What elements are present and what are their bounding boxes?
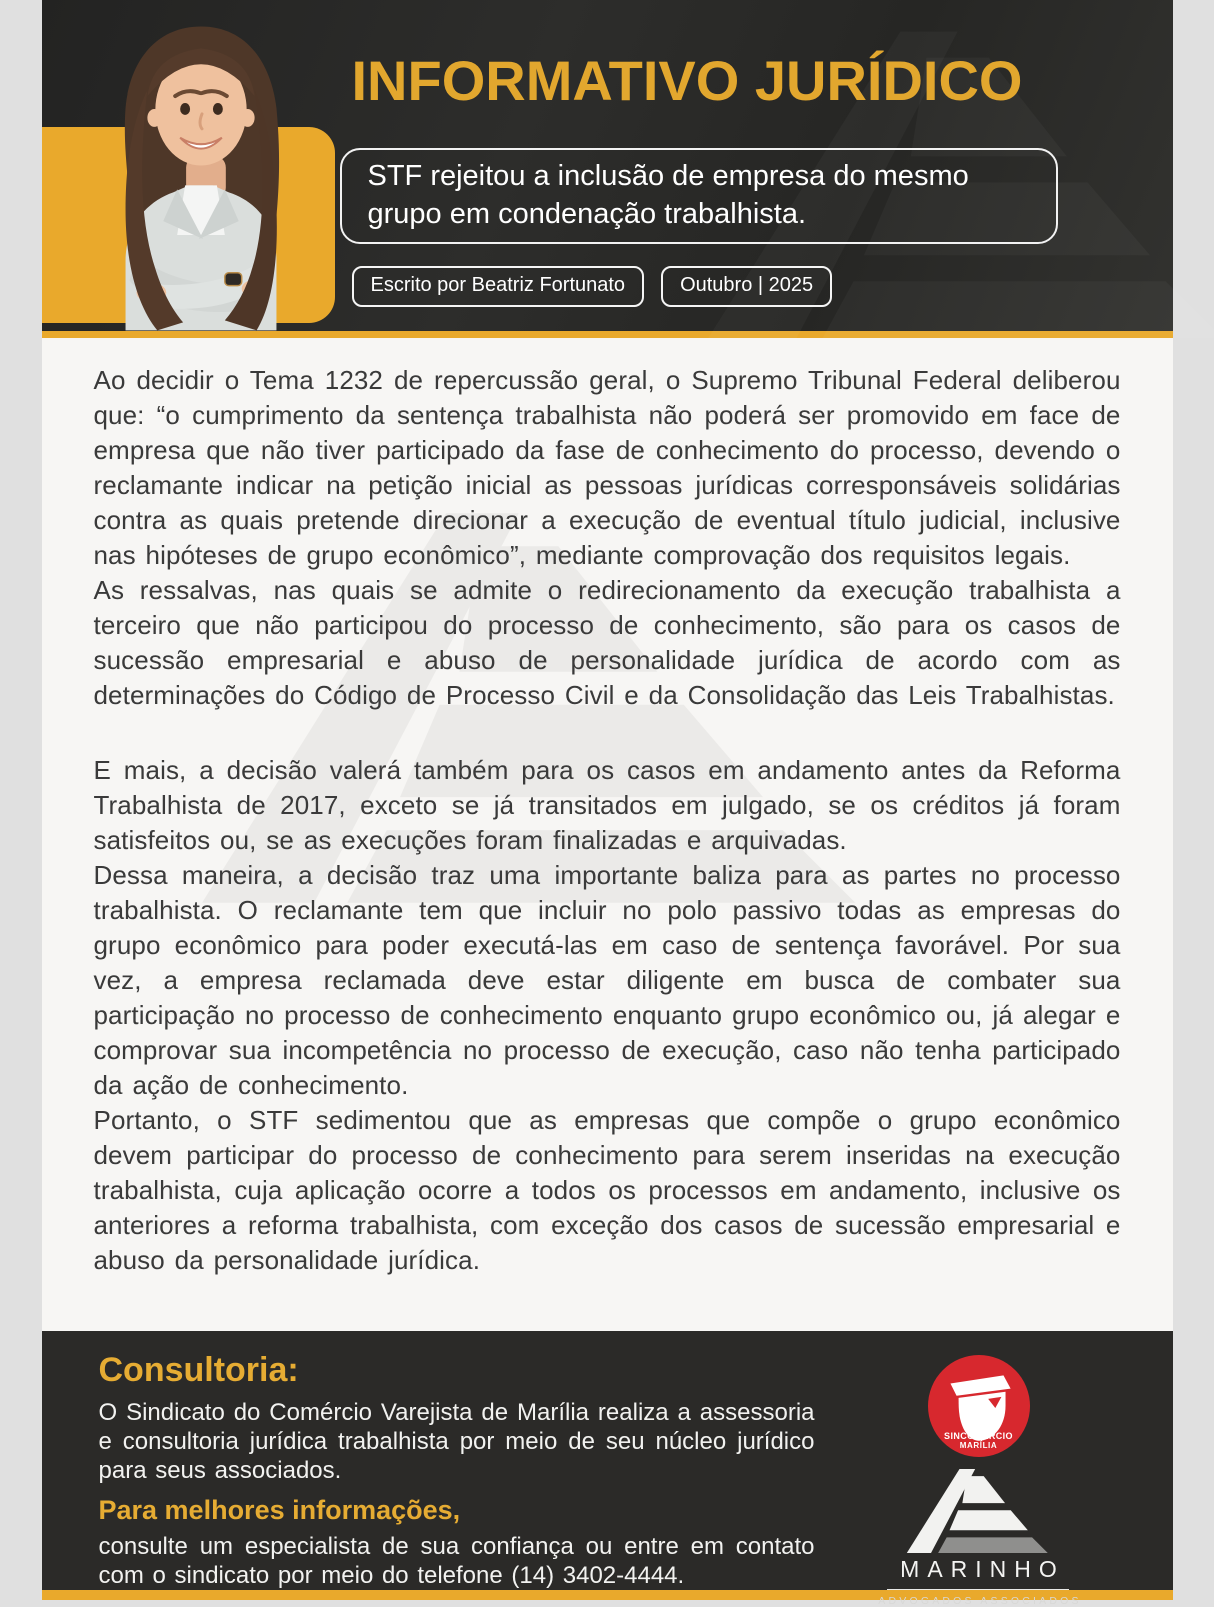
article-paragraph: E mais, a decisão valerá também para os casos em andamento antes da Reforma Trabalhista de 2017, exceto se já transitados em julgado, se os créditos já foram satisfeitos ou, se as execuções foram finalizadas e arquivadas. xyxy=(94,753,1121,858)
article-paragraph: Ao decidir o Tema 1232 de repercussão geral, o Supremo Tribunal Federal deliberou que: “o cumprimento da sentença trabalhista não poderá ser promovido em face de empresa que não tiver participado da fase de conhecimento do processo, devendo o reclamante indicar na petição inicial as pessoas jurídicas corresponsáveis solidárias contra as quais pretende direcionar a execução de eventual título judicial, inclusive nas hipóteses de grupo econômico”, mediante comprovação dos requisitos legais. xyxy=(94,363,1121,573)
date-badge: Outubro | 2025 xyxy=(661,266,832,307)
headline-text: STF rejeitou a inclusão de empresa do mesmo grupo em condenação trabalhista. xyxy=(368,158,1030,233)
sincomercio-label-line1: SINCOMERCIO xyxy=(928,1431,1030,1441)
marinho-name: MARINHO xyxy=(892,1556,1065,1583)
article-paragraph: Portanto, o STF sedimentou que as empresas que compõe o grupo econômico devem participar do processo de conhecimento para serem inseridas na execução trabalhista, cuja aplicação ocorre a todos os processos em andamento, inclusive os anteriores a reforma trabalhista, com exceção dos casos de sucessão empresarial e abuso da personalidade jurídica. xyxy=(94,1103,1121,1278)
badges-row xyxy=(352,266,833,307)
marinho-tagline: ADVOGADOS ASSOCIADOS xyxy=(875,1595,1081,1607)
consultoria-heading: Consultoria: xyxy=(99,1351,815,1390)
marinho-divider xyxy=(887,1589,1069,1590)
sincomercio-label-line2: MARÍLIA xyxy=(928,1441,1030,1450)
footer-text-column xyxy=(99,1351,815,1590)
newsletter-page xyxy=(42,0,1173,1600)
article-paragraph: Dessa maneira, a decisão traz uma importante baliza para as partes no processo trabalhista. O reclamante tem que incluir no polo passivo todas as empresas do grupo econômico para poder executá-las em caso de sentença favorável. Por sua vez, a empresa reclamada deve estar diligente em busca de combater sua participação no processo de conhecimento enquanto grupo econômico ou, já alegar e comprovar sua incompetência no processo de execução, caso não tenha participado da ação de conhecimento. xyxy=(94,858,1121,1103)
sincomercio-logo xyxy=(928,1355,1030,1457)
article-body xyxy=(42,338,1173,1331)
footer-logos-column xyxy=(815,1351,1143,1590)
consultoria-text: O Sindicato do Comércio Varejista de Marília realiza a assessoria e consultoria jurídica trabalhista por meio de seu núcleo jurídico para seus associados. xyxy=(99,1398,815,1485)
info-heading: Para melhores informações, xyxy=(99,1495,815,1526)
info-text: consulte um especialista de sua confiança ou entre em contato com o sindicato por meio do telefone (14) 3402-4444. xyxy=(99,1532,815,1590)
author-badge: Escrito por Beatriz Fortunato xyxy=(352,266,645,307)
author-photo xyxy=(62,10,340,331)
footer xyxy=(42,1331,1173,1590)
headline-box xyxy=(340,148,1058,244)
marinho-mark-icon xyxy=(904,1469,1052,1553)
page-title: INFORMATIVO JURÍDICO xyxy=(352,48,1023,113)
marinho-logo xyxy=(875,1469,1081,1607)
header xyxy=(42,0,1173,331)
article-paragraph: As ressalvas, nas quais se admite o redirecionamento da execução trabalhista a terceiro que não participou do processo de conhecimento, são para os casos de sucessão empresarial e abuso de personalidade jurídica de acordo com as determinações do Código de Processo Civil e da Consolidação das Leis Trabalhistas. xyxy=(94,573,1121,713)
